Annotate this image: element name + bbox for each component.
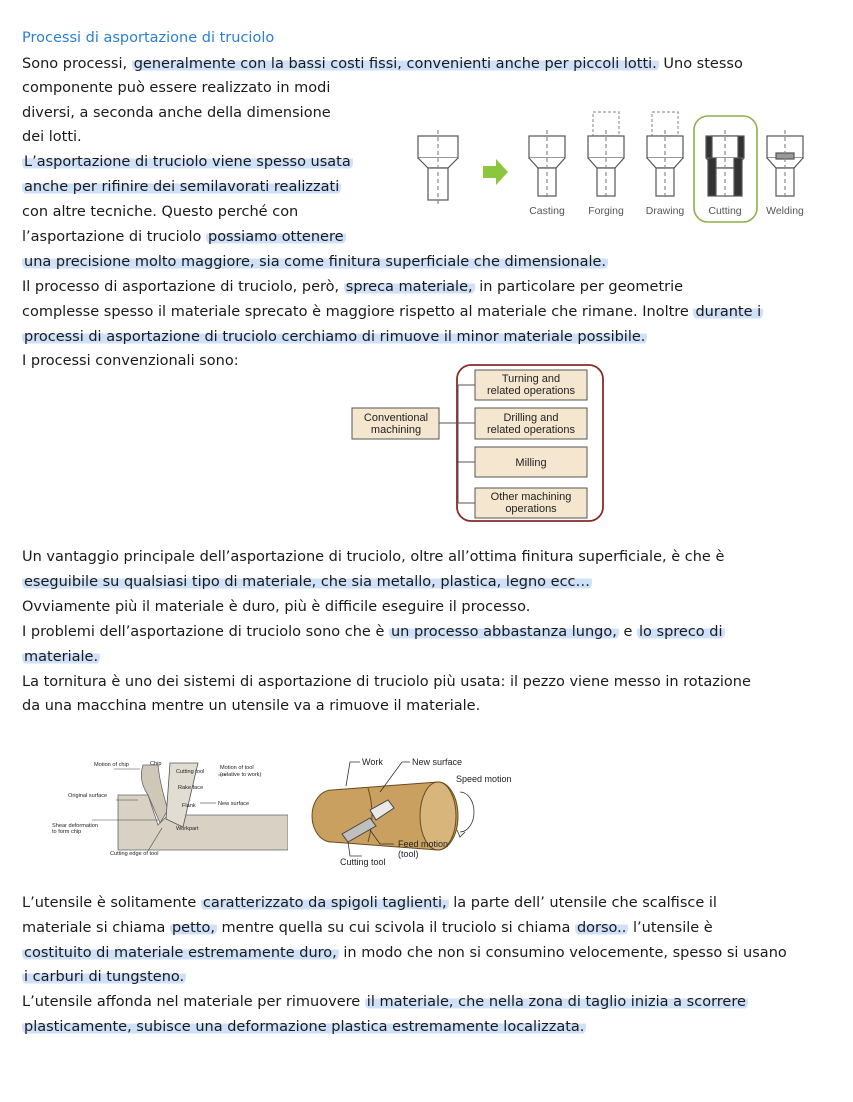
text-line: L’utensile è solitamente caratterizzato da spigoli taglienti, la parte dell’ utensile che scalfisce il — [22, 895, 717, 911]
drawing-icon — [647, 112, 683, 200]
text-line: Ovviamente più il materiale è duro, più è difficile eseguire il processo. — [22, 599, 531, 615]
label-cutting-edge: Cutting edge of tool — [110, 851, 159, 857]
label-forging: Forging — [588, 205, 624, 217]
text-line: componente può essere realizzato in modi — [22, 80, 331, 96]
label-feed-motion: Feed motion (tool) — [398, 839, 449, 859]
text-line: complesse spesso il materiale sprecato è maggiore rispetto al materiale che rimane. Inoltre durante i — [22, 304, 762, 320]
text-line: con altre tecniche. Questo perché con — [22, 204, 299, 220]
label-speed-motion: Speed motion — [456, 774, 512, 784]
text-line: dei lotti. — [22, 129, 82, 145]
label-flank: Flank — [182, 803, 196, 809]
text-line: i carburi di tungsteno. — [24, 969, 185, 985]
label-motion-of-tool: Motion of tool (relative to work) — [220, 765, 262, 778]
text-line: Sono processi, generalmente con la bassi costi fissi, convenienti anche per piccoli lotti. Uno stesso — [22, 56, 743, 72]
label-new-surface-turning: New surface — [412, 757, 463, 767]
section-title: Processi di asportazione di truciolo — [22, 30, 275, 46]
text-line: anche per rifinire dei semilavorati realizzati — [24, 179, 340, 195]
text-line: costituito di materiale estremamente duro, in modo che non si consumino velocemente, spesso si usano — [24, 945, 787, 961]
text-line: L’asportazione di truciolo viene spesso usata — [24, 154, 351, 170]
process-comparison-figure — [408, 108, 818, 228]
text-line: una precisione molto maggiore, sia come finitura superficiale che dimensionale. — [24, 254, 607, 270]
text-line: materiale. — [24, 649, 99, 665]
cutting-icon — [706, 130, 744, 200]
node-drilling: Drilling and related operations — [486, 412, 576, 436]
text-line: diversi, a seconda anche della dimensione — [22, 105, 331, 121]
arrow-right-icon — [483, 159, 508, 185]
forging-icon — [588, 112, 624, 200]
node-milling: Milling — [515, 457, 547, 469]
text-line: plasticamente, subisce una deformazione plastica estremamente localizzata. — [24, 1019, 585, 1035]
text-line: L’utensile affonda nel materiale per rimuovere il materiale, che nella zona di taglio inizia a scorrere — [22, 994, 746, 1010]
text-line: Il processo di asportazione di truciolo, però, spreca materiale, in particolare per geometrie — [22, 279, 684, 295]
label-work: Work — [362, 757, 383, 767]
node-other-operations: Other machining operations — [490, 491, 572, 515]
original-part-icon — [418, 130, 458, 206]
label-chip: Chip — [150, 761, 162, 767]
label-rake-face: Rake face — [178, 785, 204, 791]
text-line: l’asportazione di truciolo possiamo ottenere — [22, 229, 344, 245]
label-workpart: Workpart — [176, 826, 199, 832]
text-line: La tornitura è uno dei sistemi di asportazione di truciolo più usata: il pezzo viene messo in rotazione — [22, 674, 751, 690]
orthogonal-cutting-figure — [48, 755, 288, 867]
label-casting: Casting — [529, 205, 565, 217]
label-cutting-tool: Cutting tool — [176, 769, 205, 775]
label-original-surface: Original surface — [68, 793, 108, 799]
label-cutting-tool-turning: Cutting tool — [340, 857, 386, 867]
text-line: materiale si chiama petto, mentre quella su cui scivola il truciolo si chiama dorso.. l’utensile è — [22, 920, 713, 936]
node-turning: Turning and related operations — [486, 373, 576, 397]
label-cutting: Cutting — [708, 205, 742, 217]
text-line: processi di asportazione di truciolo cerchiamo di rimuove il minor materiale possibile. — [24, 329, 646, 345]
node-conventional-machining: Conventional machining — [363, 412, 429, 436]
label-shear-deformation: Shear deformation to form chip — [52, 823, 99, 835]
label-new-surface: New surface — [218, 801, 250, 807]
label-motion-of-chip: Motion of chip — [94, 762, 129, 768]
conventional-machining-diagram — [350, 362, 610, 526]
label-welding: Welding — [766, 205, 804, 217]
text-line: da una macchina mentre un utensile va a rimuove il materiale. — [22, 698, 481, 714]
text-line: I processi convenzionali sono: — [22, 353, 239, 369]
text-line: eseguibile su qualsiasi tipo di materiale, che sia metallo, plastica, legno ecc… — [24, 574, 591, 590]
text-line: I problemi dell’asportazione di truciolo sono che è un processo abbastanza lungo, e lo spreco di — [22, 624, 723, 640]
welding-icon — [767, 130, 803, 200]
label-drawing: Drawing — [645, 205, 685, 217]
turning-operation-figure — [310, 752, 520, 870]
text-line: Un vantaggio principale dell’asportazione di truciolo, oltre all’ottima finitura superficiale, è che è — [22, 549, 725, 565]
casting-icon — [529, 130, 565, 200]
